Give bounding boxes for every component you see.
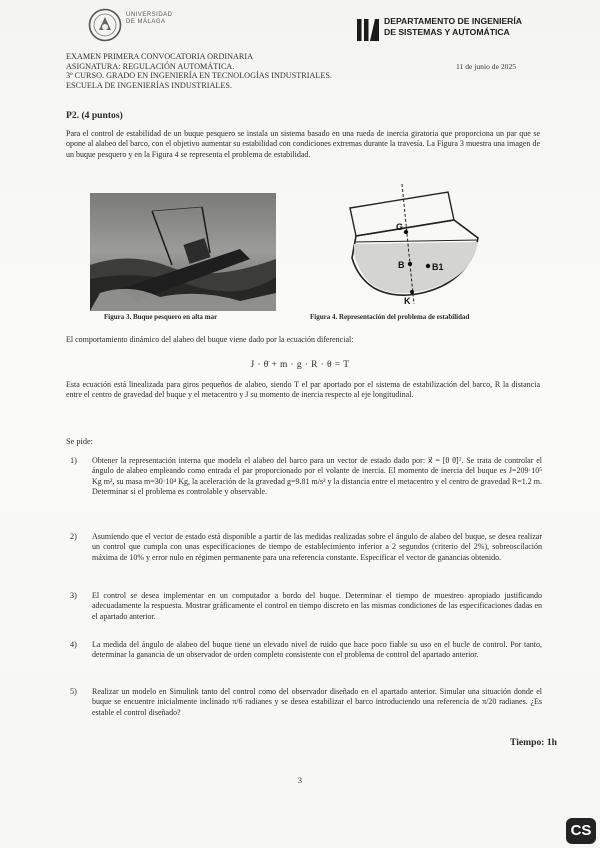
figure-3-caption: Figura 3. Buque pesquero en alta mar bbox=[104, 313, 218, 321]
question-5-number: 5) bbox=[70, 687, 77, 696]
page-number: 3 bbox=[297, 776, 303, 785]
label-k: K bbox=[404, 296, 411, 306]
exam-line-3: 3º CURSO. GRADO EN INGENIERÍA EN TECNOLOGÍAS INDUSTRIALES. bbox=[66, 71, 332, 81]
dynamics-text: El comportamiento dinámico del alabeo del buque viene dado por la ecuación diferencial: bbox=[66, 335, 354, 344]
university-line-1: UNIVERSIDAD bbox=[126, 12, 173, 18]
exam-line-2: ASIGNATURA: REGULACIÓN AUTOMÁTICA. bbox=[66, 61, 235, 71]
question-1 bbox=[70, 456, 542, 498]
exam-line-4: ESCUELA DE INGENIERÍAS INDUSTRIALES. bbox=[66, 80, 233, 90]
exam-line-1: EXAMEN PRIMERA CONVOCATORIA ORDINARIA bbox=[66, 52, 254, 61]
question-4-text: La medida del ángulo de alabeo del buque tiene un elevado nivel de ruido que hace poco fiable su uso en el bucle de control. Por tanto, determinar la ganancia de un observador de orden completo consistente con el problema de control del apartado anterior. bbox=[92, 640, 542, 660]
question-2-number: 2) bbox=[70, 532, 77, 541]
question-1-text: Obtener la representación interna que modela el alabeo del barco para un vector de estado dado por: x⃗ = [θ θ̇]ᵀ. Se trata de controlar el ángulo de alabeo empleando como entrada el par proporcionado por el volante de inercia. El momento de inercia del buque es J=209·10⁵ Kg m², su masa m=30·10⁴ Kg, la aceleración de la gravedad g=9.81 m/s² y la distancia entre el metacentro y el centro de gravedad R=1.2 m. Determinar si el problema es controlable y observable. bbox=[92, 456, 542, 497]
se-pide-heading: Se pide: bbox=[66, 437, 93, 446]
label-b1: B1 bbox=[432, 262, 444, 272]
university-name bbox=[126, 12, 173, 26]
question-3-text: El control se desea implementar en un computador a bordo del buque. Determinar el tiempo de muestreo apropiado justificando adecuadamente la respuesta. Mostrar gráficamente el control en tiempo discreto en las mismas condiciones de las especificaciones dadas en el apartado anterior. bbox=[92, 591, 542, 621]
exam-header bbox=[66, 52, 332, 90]
differential-equation: J · θ̈ + m · g · R · θ = T bbox=[250, 360, 350, 370]
university-seal-icon bbox=[88, 8, 122, 42]
question-3-number: 3) bbox=[70, 591, 77, 600]
department-line-1: DEPARTAMENTO DE INGENIERÍA bbox=[384, 16, 522, 26]
department-logo-icon bbox=[356, 16, 380, 42]
linearization-text: Esta ecuación está linealizada para giros pequeños de alabeo, siendo T el par aportado por el sistema de estabilización del barco, R la distancia entre el centro de gravedad del buque y el metacentro y J su momento de inercia respecto al eje longitudinal. bbox=[66, 380, 540, 400]
department-name bbox=[384, 16, 522, 37]
fishing-boat-photo bbox=[90, 193, 276, 311]
question-4-number: 4) bbox=[70, 640, 77, 649]
question-2 bbox=[70, 532, 542, 563]
question-3 bbox=[70, 591, 542, 622]
question-4 bbox=[70, 640, 542, 661]
exam-time: Tiempo: 1h bbox=[510, 737, 557, 748]
camscanner-badge[interactable]: CS bbox=[566, 818, 596, 844]
label-b: B bbox=[398, 260, 405, 270]
question-5-text: Realizar un modelo en Simulink tanto del control como del observador diseñado en el apartado anterior. Simular una situación donde el buque se encuentre inicialmente inclinado π/6 radianes y se desea estabilizar el barco introduciendo una referencia de π/20 radianes. ¿Es estable el control diseñado? bbox=[92, 687, 542, 717]
figure-4-caption: Figura 4. Representación del problema de estabilidad bbox=[310, 313, 470, 321]
exam-date: 11 de junio de 2025 bbox=[456, 62, 517, 71]
university-line-2: DE MÁLAGA bbox=[126, 19, 166, 25]
question-2-text: Asumiendo que el vector de estado está disponible a partir de las medidas realizadas sobre el ángulo de alabeo del buque, se desea realizar un control que cumpla con unas especificaciones de tiempo de establecimiento inferior a 2 segundos (criterio del 2%), sobreoscilación máxima de 10% y error nulo en régimen permanente para una referencia constante. Especificar el vector de ganancias obtenido. bbox=[92, 532, 542, 562]
problem-title: P2. (4 puntos) bbox=[66, 110, 123, 121]
problem-intro: Para el control de estabilidad de un buque pesquero se instala un sistema basado en una rueda de inercia giratoria que proporciona un par que se opone al alabeo del barco, con el objetivo aumentar su estabilidad con condiciones extremas durante la travesía. La Figura 3 muestra una imagen de un buque pesquero y en la Figura 4 se representa el problema de estabilidad. bbox=[66, 129, 540, 159]
question-1-number: 1) bbox=[70, 456, 77, 465]
stability-diagram bbox=[330, 180, 490, 310]
label-g: G bbox=[396, 222, 404, 232]
department-line-2: DE SISTEMAS Y AUTOMÁTICA bbox=[384, 26, 510, 37]
question-5 bbox=[70, 687, 542, 718]
